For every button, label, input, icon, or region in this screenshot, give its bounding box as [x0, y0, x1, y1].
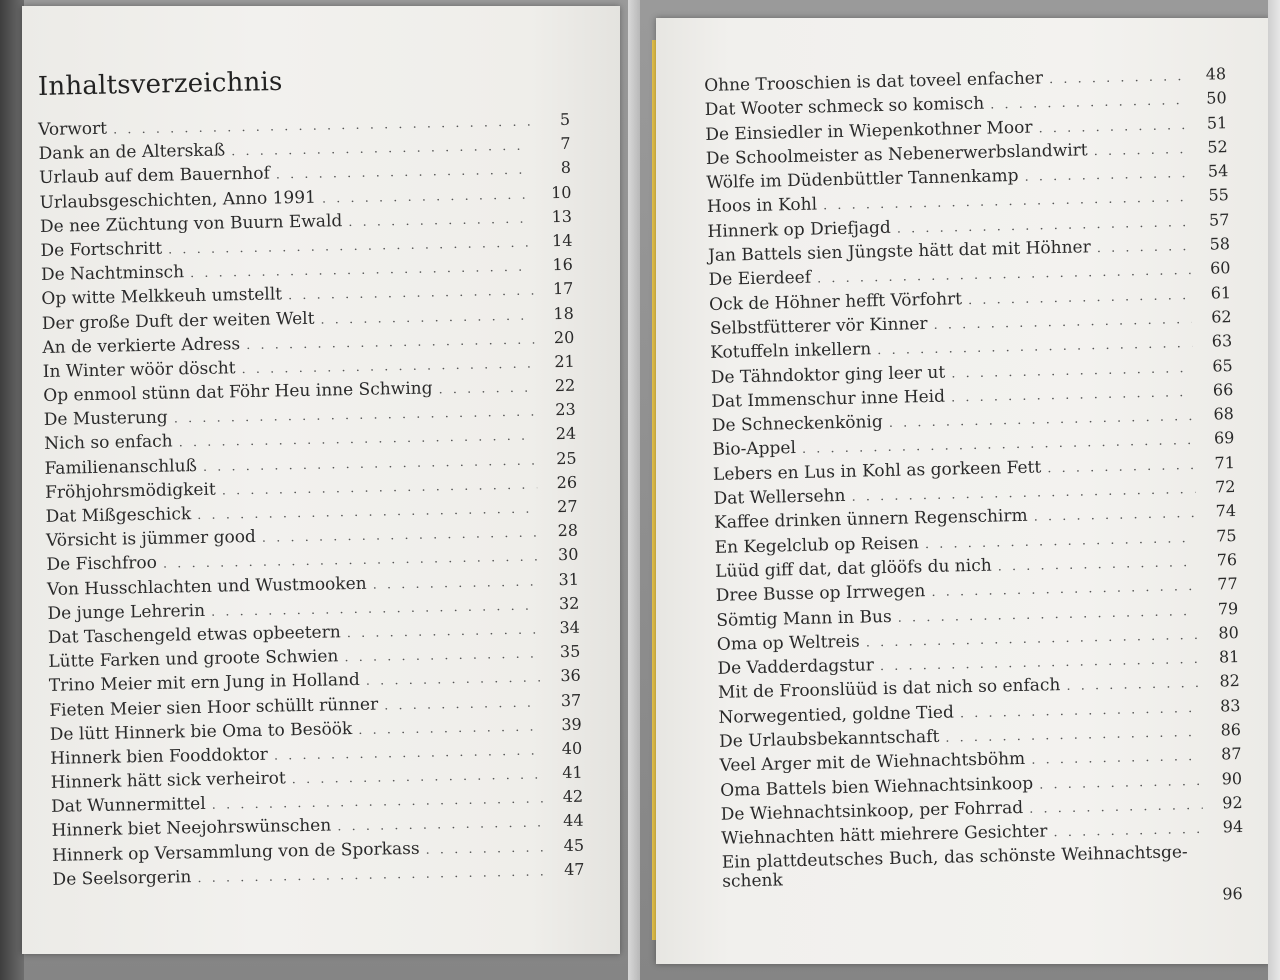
title-word: Weihnachtsge-: [1061, 841, 1188, 865]
toc-entry-title: In Winter wöör döscht: [42, 358, 236, 382]
toc-entry-title: Ock de Höhner hefft Vörfohrt: [708, 288, 963, 315]
toc-entry-title: Fröhjohrsmödigkeit: [44, 479, 216, 503]
toc-entry-title: Op enmool stünn dat Föhr Heu inne Schwing: [43, 378, 433, 407]
leader-dots: [322, 187, 532, 206]
toc-entry-page: 39: [561, 714, 582, 734]
page-title: Inhaltsverzeichnis: [37, 66, 283, 102]
leader-dots: [197, 864, 544, 886]
leader-dots: [190, 260, 533, 282]
toc-list-left: [38, 110, 585, 894]
leader-dots: [823, 191, 1189, 214]
toc-entry-page: 74: [1215, 501, 1237, 521]
toc-entry-title: De Einsiedler in Wiepenkothner Moor: [705, 117, 1033, 145]
leader-dots: [817, 263, 1191, 286]
toc-entry-title: Selbstfütterer vör Kinner: [709, 313, 928, 339]
title-word: plattdeutsches: [756, 848, 884, 872]
toc-entry-page: 72: [1214, 477, 1236, 497]
leader-dots: [1047, 458, 1195, 476]
book-cover-edge-left: [0, 0, 24, 980]
toc-entry-title: Op witte Melkkeuh umstellt: [41, 284, 283, 310]
leader-dots: [951, 361, 1193, 381]
toc-entry: [722, 841, 1245, 914]
toc-entry-page: 96: [1222, 883, 1243, 903]
toc-entry-page: 47: [563, 859, 585, 879]
toc-entry-page: 68: [1213, 404, 1235, 424]
toc-entry-page: 22: [554, 375, 576, 396]
leader-dots: [1094, 142, 1188, 159]
toc-entry-title: De Schneckenkönig: [711, 412, 883, 437]
leader-dots: [1049, 69, 1186, 87]
toc-entry-title: De Fischfroo: [46, 553, 158, 576]
leader-dots: [174, 405, 536, 427]
toc-entry-page: 80: [1218, 622, 1239, 643]
toc-entry-page: 86: [1220, 720, 1242, 740]
leader-dots: [179, 429, 537, 451]
toc-entry-title: Lüüd giff dat, dat glööfs du nich: [715, 555, 992, 582]
leader-dots: [1039, 773, 1202, 792]
toc-entry-page: 40: [561, 738, 583, 758]
toc-entry-title: De Tähndoktor ging leer ut: [710, 362, 946, 388]
leader-dots: [880, 652, 1200, 674]
leader-dots: [783, 876, 1173, 885]
toc-entry-title: Oma Battels bien Wiehnachtsinkoop: [719, 773, 1034, 801]
toc-entry-title: De Eierdeef: [708, 268, 812, 291]
leader-dots: [212, 792, 544, 813]
leader-dots: [337, 816, 544, 835]
leader-dots: [802, 433, 1195, 457]
toc-entry-title: Trino Meier mit ern Jung in Holland: [48, 670, 361, 697]
toc-entry-page: 13: [551, 206, 573, 226]
toc-entry-title: Oma op Weltreis: [716, 631, 860, 655]
toc-entry-page: 63: [1211, 331, 1233, 351]
leader-dots: [925, 531, 1197, 552]
toc-entry-page: 30: [557, 545, 579, 565]
leader-dots: [197, 501, 538, 523]
toc-entry-page: 44: [563, 811, 584, 831]
toc-entry-title: Kotuffeln inkellern: [710, 339, 872, 364]
toc-entry-page: 45: [563, 835, 585, 855]
leader-dots: [866, 628, 1199, 651]
toc-entry-page: 17: [552, 279, 574, 299]
toc-entry-page: 42: [562, 786, 584, 807]
toc-entry-title: De Fortschritt: [40, 238, 163, 261]
title-word: das: [943, 846, 975, 868]
leader-dots: [274, 743, 543, 763]
leader-dots: [877, 336, 1192, 358]
toc-entry-title: Ohne Trooschien is dat toveel enfacher: [704, 68, 1044, 96]
toc-entry-page: 82: [1219, 671, 1241, 691]
toc-entry-page: 77: [1217, 574, 1238, 594]
toc-entry-title: Dat Mißgeschick: [45, 504, 192, 527]
leader-dots: [292, 767, 543, 787]
toc-entry-page: 58: [1209, 234, 1231, 254]
leader-dots: [933, 312, 1191, 333]
leader-dots: [945, 725, 1201, 746]
title-word: schönste: [979, 844, 1056, 867]
toc-entry-title: Dree Busse op Irrwegen: [715, 581, 926, 607]
leader-dots: [113, 115, 530, 138]
toc-entry-page: 32: [558, 593, 580, 613]
toc-entry-page: 23: [555, 399, 576, 420]
book-spine: [628, 0, 640, 980]
toc-entry-page: 27: [556, 496, 578, 517]
leader-dots: [898, 603, 1199, 625]
toc-entry-title: Dank an de Alterskaß: [38, 140, 226, 165]
leader-dots: [163, 550, 539, 572]
toc-entry-page: 75: [1215, 525, 1237, 546]
toc-entry-page: 21: [554, 351, 575, 372]
toc-entry-title: Jan Battels sien Jüngste hätt dat mit Höhner: [707, 237, 1091, 267]
toc-entry-page: 69: [1213, 428, 1235, 448]
toc-entry-title: Bio-Appel: [712, 438, 797, 461]
leader-dots: [1033, 506, 1196, 525]
toc-entry-page: 50: [1206, 88, 1227, 108]
leader-dots: [1024, 166, 1188, 185]
toc-entry-title: Kaffee drinken ünnern Regenschirm: [713, 506, 1028, 534]
toc-entry-title: De Vadderdagstur: [717, 655, 875, 679]
toc-entry-page: 48: [1205, 64, 1227, 84]
toc-entry-title: Dat Wooter schmeck so komisch: [704, 93, 985, 121]
toc-entry-title: Dat Taschengeld etwas opbeetern: [47, 622, 341, 648]
leader-dots: [211, 598, 540, 619]
leader-dots: [425, 840, 544, 857]
toc-entry-title: An de verkierte Adress: [42, 333, 241, 358]
toc-entry-page: 24: [555, 424, 577, 444]
toc-entry-page: 41: [562, 762, 583, 783]
leader-dots: [168, 235, 533, 257]
leader-dots: [288, 284, 534, 304]
toc-entry-page: 79: [1217, 598, 1239, 619]
toc-entry-page: 55: [1208, 185, 1230, 206]
toc-entry-page: 83: [1219, 695, 1241, 716]
toc-entry-page: 65: [1212, 355, 1233, 376]
leader-dots: [990, 93, 1187, 112]
toc-entry-page: 36: [560, 665, 581, 686]
toc-entry-title: De Urlaubsbekanntschaft: [718, 726, 940, 752]
toc-entry-title: Wiehnachten hätt miehrere Gesichter: [721, 821, 1048, 850]
toc-entry-page: 71: [1214, 452, 1236, 473]
toc-entry-title: Mit de Froonslüüd is dat nich so enfach: [717, 675, 1061, 704]
toc-entry-page: 51: [1206, 112, 1228, 133]
toc-entry-title: Dat Immenschur inne Heid: [711, 386, 946, 412]
toc-entry-page: 10: [550, 182, 572, 202]
leader-dots: [344, 647, 540, 666]
leader-dots: [231, 139, 531, 160]
toc-entry-title: Vörsicht is jümmer good: [45, 527, 257, 552]
leader-dots: [951, 385, 1194, 405]
leader-dots: [889, 409, 1194, 431]
leader-dots: [1053, 822, 1203, 840]
toc-entry-title: Urlaubsgeschichten, Anno 1991: [39, 187, 317, 213]
toc-entry-page: 57: [1208, 209, 1230, 230]
toc-entry-title: De Musterung: [43, 407, 168, 431]
toc-entry-title: Sömtig Mann in Bus: [716, 606, 892, 631]
toc-entry-title: Hinnerk op Versammlung von de Sporkass: [51, 838, 420, 866]
leader-dots: [348, 211, 532, 230]
toc-entry-page: 8: [560, 158, 572, 178]
leader-dots: [438, 381, 535, 398]
toc-list-right: [704, 64, 1245, 914]
leader-dots: [262, 526, 538, 546]
toc-entry-title: De Schoolmeister as Nebenerwerbslandwirt: [705, 140, 1088, 169]
toc-entry-title: Wölfe im Düdenbüttler Tannenkamp: [706, 166, 1019, 194]
toc-entry-title: Hoos in Kohl: [706, 194, 818, 218]
leader-dots: [968, 288, 1191, 308]
toc-entry-title: Hinnerk biet Neejohrswünschen: [51, 815, 332, 842]
toc-entry-title: Veel Arger mit de Wiehnachtsböhm: [719, 749, 1026, 777]
leader-dots: [241, 356, 534, 377]
toc-entry-page: 20: [553, 327, 575, 347]
toc-entry-title: Familienanschluß: [44, 455, 198, 479]
toc-entry-page: 18: [553, 303, 574, 323]
leader-dots: [1031, 749, 1202, 768]
toc-entry-page: 76: [1216, 549, 1238, 570]
leader-dots: [372, 574, 539, 592]
toc-entry-page: 54: [1207, 161, 1229, 181]
toc-entry-page: 25: [556, 448, 577, 468]
toc-entry-page: 34: [559, 617, 581, 638]
leader-dots: [222, 477, 538, 498]
toc-entry-page: 28: [557, 520, 579, 541]
toc-entry-title: De junge Lehrerin: [47, 600, 206, 624]
leader-dots: [960, 701, 1201, 721]
toc-entry-title-line2: schenk: [722, 869, 784, 892]
toc-entry-title: En Kegelclub op Reisen: [714, 532, 920, 558]
leader-dots: [347, 622, 540, 641]
leader-dots: [998, 555, 1198, 575]
leader-dots: [1097, 239, 1191, 256]
toc-entry-title: Dat Wellersehn: [713, 485, 846, 509]
toc-entry-title: Nich so enfach: [44, 431, 173, 455]
toc-entry-page: 7: [560, 133, 571, 154]
toc-entry-page: 35: [559, 641, 581, 662]
toc-entry-title: Hinnerk bien Fooddoktor: [50, 744, 269, 769]
left-page: [22, 6, 620, 954]
toc-entry-page: 61: [1210, 282, 1232, 303]
toc-entry-page: 81: [1218, 647, 1240, 667]
toc-entry-title: Vorwort: [38, 118, 108, 140]
toc-entry-title: De Nachtminsch: [40, 262, 185, 286]
toc-entry-page: 16: [552, 254, 574, 275]
toc-entry-page: 92: [1222, 792, 1243, 813]
leader-dots: [276, 163, 532, 183]
leader-dots: [1066, 676, 1200, 694]
title-word: Buch,: [888, 847, 939, 869]
leader-dots: [246, 332, 534, 353]
toc-entry-title: Urlaub auf dem Bauernhof: [38, 163, 270, 189]
toc-entry-page: 31: [558, 569, 580, 589]
leader-dots: [931, 579, 1198, 600]
leader-dots: [897, 215, 1190, 237]
toc-entry-title: Lebers en Lus in Kohl as gorkeen Fett: [712, 457, 1042, 485]
toc-entry-title: De Seelsorgerin: [52, 867, 192, 890]
leader-dots: [1038, 118, 1187, 136]
toc-entry-title: Lütte Farken und groote Schwien: [48, 646, 339, 673]
toc-entry-page: 90: [1221, 768, 1243, 789]
toc-entry-title: Dat Wunnermittel: [51, 794, 206, 818]
toc-entry-title: Hinnerk hätt sick verheirot: [50, 768, 286, 793]
toc-entry-page: 66: [1212, 379, 1234, 400]
toc-entry-title: De lütt Hinnerk bie Oma to Besöök: [49, 718, 353, 745]
toc-entry-title: Norwegentied, goldne Tied: [718, 702, 955, 728]
toc-entry-title: Fieten Meier sien Hoor schüllt rünner: [49, 694, 379, 721]
right-page: [656, 18, 1270, 964]
book-edge-right: [1268, 0, 1280, 980]
toc-entry-title: Hinnerk op Driefjagd: [707, 217, 892, 242]
leader-dots: [384, 695, 541, 713]
toc-entry-page: 5: [559, 109, 571, 129]
toc-entry-page: 94: [1222, 817, 1244, 837]
toc-entry-page: 60: [1209, 258, 1231, 278]
leader-dots: [1029, 798, 1203, 817]
leader-dots: [203, 453, 537, 474]
toc-entry-page: 14: [551, 230, 573, 251]
leader-dots: [358, 719, 542, 738]
toc-entry-page: 87: [1220, 744, 1242, 764]
toc-entry-title: De nee Züchtung von Buurn Ewald: [39, 210, 343, 237]
toc-entry-title: Der große Duft der weiten Welt: [41, 308, 315, 334]
leader-dots: [366, 671, 541, 689]
toc-entry-page: 52: [1207, 137, 1228, 157]
leader-dots: [320, 308, 534, 327]
toc-entry-page: 37: [560, 690, 582, 710]
title-word: Ein: [721, 851, 751, 873]
toc-entry-title: De Wiehnachtsinkoop, per Fohrrad: [720, 797, 1024, 825]
toc-entry-title: Von Husschlachten und Wustmooken: [46, 573, 367, 600]
toc-entry-page: 26: [556, 472, 578, 492]
leader-dots: [851, 482, 1195, 505]
toc-entry-page: 62: [1211, 307, 1232, 327]
